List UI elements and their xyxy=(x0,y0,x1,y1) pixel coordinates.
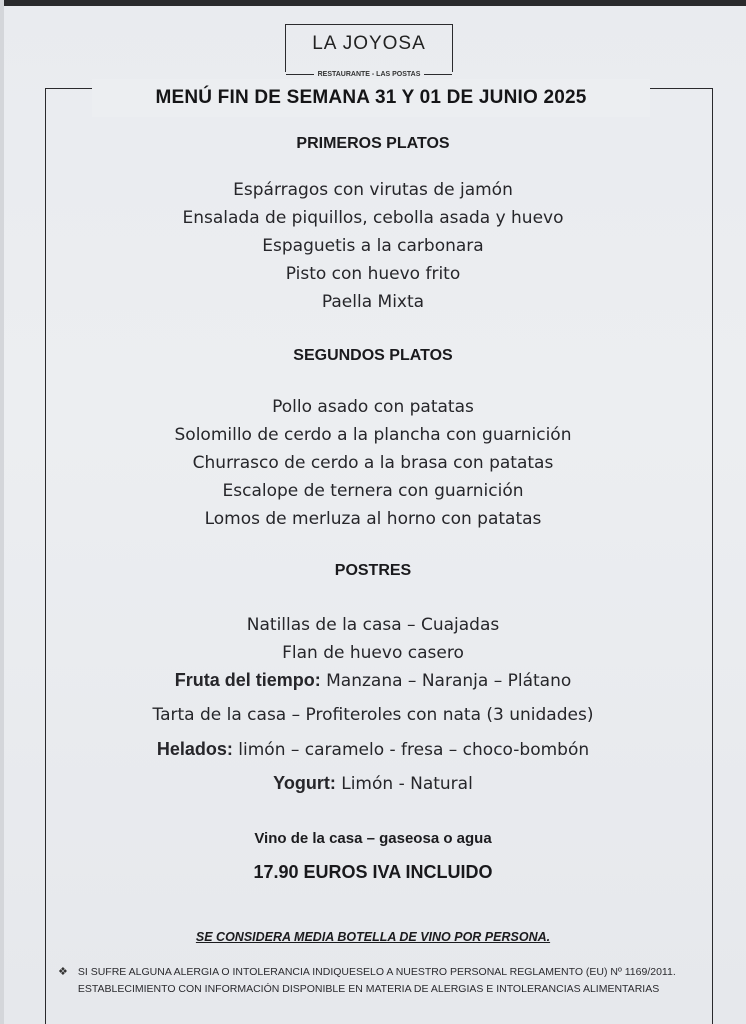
helados-row xyxy=(0,735,746,764)
segundos-list xyxy=(0,393,746,533)
menu-item: Lomos de merluza al horno con patatas xyxy=(204,509,542,529)
yogurt-text: Limón - Natural xyxy=(335,774,473,794)
menu-item: Churrasco de cerdo a la brasa con patatas xyxy=(192,453,554,473)
allergy-notice xyxy=(58,964,698,998)
menu-item: Espárragos con virutas de jamón xyxy=(233,180,513,200)
menu-item: Pollo asado con patatas xyxy=(272,397,474,417)
menu-title-bar xyxy=(92,79,650,117)
fruta-label: Fruta del tiempo: xyxy=(174,670,321,690)
fruta-row xyxy=(0,666,746,695)
helados-text: limón – caramelo - fresa – choco-bombón xyxy=(232,740,590,760)
photo-top-edge xyxy=(0,0,746,6)
helados-label: Helados: xyxy=(156,739,233,759)
section-heading-postres: POSTRES xyxy=(334,562,412,579)
menu-item: Natillas de la casa – Cuajadas xyxy=(246,615,500,635)
yogurt-label: Yogurt: xyxy=(273,773,336,793)
logo-subtitle: RESTAURANTE - LAS POSTAS xyxy=(317,71,421,78)
logo-rule-left xyxy=(286,74,314,76)
menu-title: MENÚ FIN DE SEMANA 31 Y 01 DE JUNIO 2025 xyxy=(155,87,587,108)
menu-item: Tarta de la casa – Profiteroles con nata (3 unidades) xyxy=(152,705,594,725)
wine-note: SE CONSIDERA MEDIA BOTELLA DE VINO POR PERSONA. xyxy=(195,930,551,944)
logo-name: LA JOYOSA xyxy=(312,33,426,54)
wine-line: Vino de la casa – gaseosa o agua xyxy=(254,830,492,847)
menu-item: Flan de huevo casero xyxy=(282,643,464,663)
menu-item: Solomillo de cerdo a la plancha con guarnición xyxy=(174,425,572,445)
menu-item: Ensalada de piquillos, cebolla asada y huevo xyxy=(182,208,564,228)
section-heading-segundos: SEGUNDOS PLATOS xyxy=(293,347,453,364)
menu-item: Paella Mixta xyxy=(321,292,425,312)
logo-subtitle-row xyxy=(286,71,452,78)
postres-list xyxy=(0,611,746,667)
restaurant-logo xyxy=(285,24,453,78)
fruta-text: Manzana – Naranja – Plátano xyxy=(320,671,572,691)
section-heading-primeros: PRIMEROS PLATOS xyxy=(296,135,450,152)
menu-item: Espaguetis a la carbonara xyxy=(262,236,484,256)
yogurt-row xyxy=(0,769,746,798)
tarta-row xyxy=(0,701,746,729)
menu-item: Escalope de ternera con guarnición xyxy=(222,481,524,501)
logo-rule-right xyxy=(424,74,452,76)
diamond-bullet-icon: ❖ xyxy=(58,966,68,978)
primeros-list xyxy=(0,176,746,316)
menu-item: Pisto con huevo frito xyxy=(285,264,461,284)
allergy-text: SI SUFRE ALGUNA ALERGIA O INTOLERANCIA INDIQUESELO A NUESTRO PERSONAL REGLAMENTO (EU) Nº 1169/2011. ESTABLECIMIENTO CON INFORMACIÓN DISPONIBLE EN MATERIA DE ALERGIAS E INTOLERANCIAS ALIMENTARIAS xyxy=(77,966,676,995)
price-line: 17.90 EUROS IVA INCLUIDO xyxy=(253,862,493,882)
